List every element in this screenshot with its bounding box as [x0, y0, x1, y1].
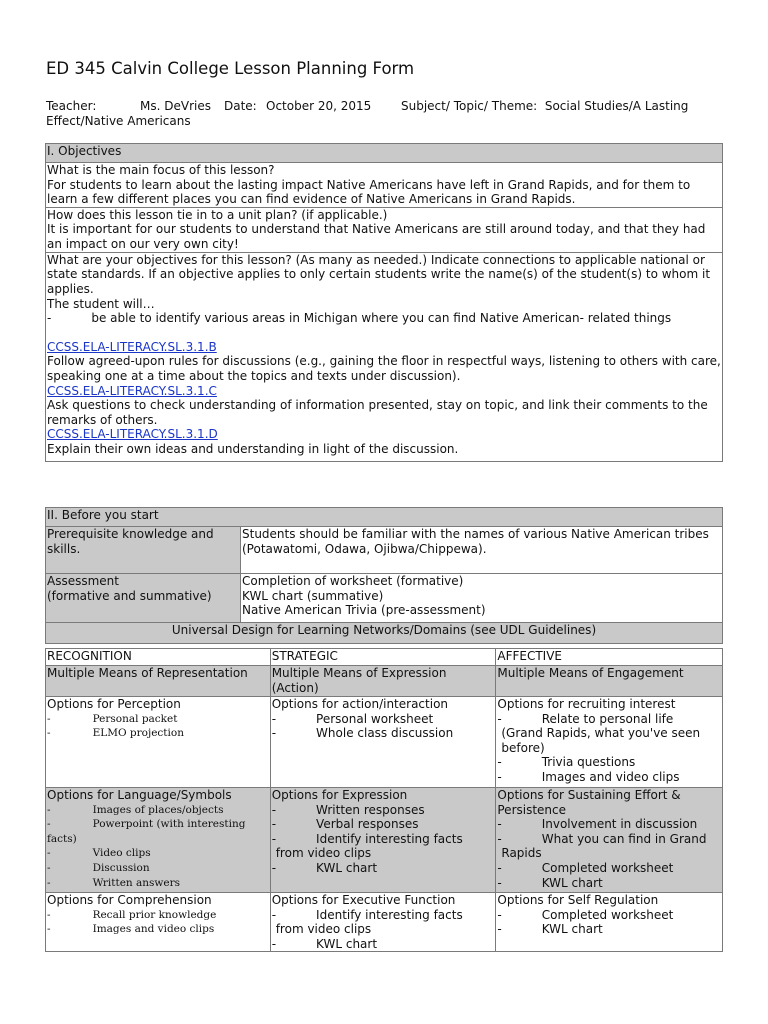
objectives-table: [45, 143, 723, 462]
lesson-meta: [46, 99, 736, 128]
udl-table: [45, 648, 723, 952]
date-label: Date:: [224, 99, 257, 113]
action-cell: Options for action/interaction - Personal worksheet - Whole class discussion: [270, 697, 496, 788]
perception-cell: Options for Perception - Personal packet - ELMO projection: [46, 697, 271, 788]
focus-cell: [46, 163, 723, 208]
teacher-value: Ms. DeVries: [140, 99, 211, 113]
unit-answer: It is important for our students to understand that Native Americans are still around today, and that they had an impact on our very own city!: [47, 222, 706, 251]
standard-link-d[interactable]: CCSS.ELA-LITERACY.SL.3.1.D: [47, 427, 218, 442]
language-cell: Options for Language/Symbols - Images of places/objects - Powerpoint (with interesting facts) - Video clips - Discussion - Written answers: [46, 788, 271, 893]
col-head-strategic: STRATEGIC: [270, 649, 496, 666]
means-expression: Multiple Means of Expression (Action): [270, 666, 496, 697]
objectives-cell: [46, 252, 723, 461]
focus-answer: For students to learn about the lasting impact Native Americans have left in Grand Rapids, and for them to learn a few different places you can find evidence of Native Americans in Grand Rapids.: [47, 177, 691, 207]
prereq-text: Students should be familiar with the names of various Native American tribes (Potawatomi, Odawa, Ojibwa/Chippewa).: [241, 527, 723, 574]
comprehension-cell: Options for Comprehension - Recall prior knowledge - Images and video clips: [46, 893, 271, 952]
before-table: [45, 507, 723, 644]
standard-link-c[interactable]: CCSS.ELA-LITERACY.SL.3.1.C: [47, 383, 217, 398]
subject-label: Subject/ Topic/ Theme:: [401, 99, 538, 113]
standard-text-d: Explain their own ideas and understanding in light of the discussion.: [47, 441, 459, 456]
means-representation: Multiple Means of Representation: [46, 666, 271, 697]
standard-link-b[interactable]: CCSS.ELA-LITERACY.SL.3.1.B: [47, 339, 217, 354]
unit-question: How does this lesson tie in to a unit plan? (if applicable.): [47, 207, 388, 222]
means-engagement: Multiple Means of Engagement: [496, 666, 723, 697]
teacher-label: Teacher:: [46, 99, 97, 113]
standard-text-c: Ask questions to check understanding of information presented, stay on topic, and link their comments to the remarks of others.: [47, 398, 708, 427]
page-title: ED 345 Calvin College Lesson Planning Form: [46, 59, 415, 78]
assessment-text: Completion of worksheet (formative) KWL chart (summative) Native American Trivia (pre-assessment): [241, 574, 723, 623]
sustaining-cell: Options for Sustaining Effort & Persistence - Involvement in discussion - What you can find in Grand Rapids - Completed worksheet - KWL chart: [496, 788, 723, 893]
executive-cell: Options for Executive Function - Identify interesting facts from video clips - KWL chart: [270, 893, 496, 952]
date-value: October 20, 2015: [266, 99, 372, 113]
prereq-label: Prerequisite knowledge and skills.: [46, 527, 241, 574]
objective-bullet: - be able to identify various areas in Michigan where you can find Native American- related things: [47, 311, 672, 326]
assessment-label: Assessment (formative and summative): [46, 574, 241, 623]
recruiting-cell: Options for recruiting interest - Relate to personal life (Grand Rapids, what you've seen before) - Trivia questions - Images and video clips: [496, 697, 723, 788]
student-will: The student will…: [47, 296, 155, 311]
udl-header: Universal Design for Learning Networks/Domains (see UDL Guidelines): [46, 623, 723, 644]
before-header: II. Before you start: [46, 508, 723, 527]
self-regulation-cell: Options for Self Regulation - Completed worksheet - KWL chart: [496, 893, 723, 952]
col-head-affective: AFFECTIVE: [496, 649, 723, 666]
focus-question: What is the main focus of this lesson?: [47, 163, 275, 177]
objectives-header: I. Objectives: [46, 144, 723, 163]
standard-text-b: Follow agreed-upon rules for discussions (e.g., gaining the floor in respectful ways, listening to others with care, speaking one at a time about the topics and texts under discussion).: [47, 354, 721, 383]
expression-cell: Options for Expression - Written responses - Verbal responses - Identify interesting facts from video clips - KWL chart: [270, 788, 496, 893]
unit-cell: [46, 207, 723, 252]
objectives-question: What are your objectives for this lesson? (As many as needed.) Indicate connections to applicable national or state standards. If an objective applies to only certain students write the name(s) of the student(s) to whom it applies.: [47, 252, 711, 296]
subject-value: Social Studies/A Lasting Effect/Native Americans: [46, 99, 689, 128]
col-head-recognition: RECOGNITION: [46, 649, 271, 666]
